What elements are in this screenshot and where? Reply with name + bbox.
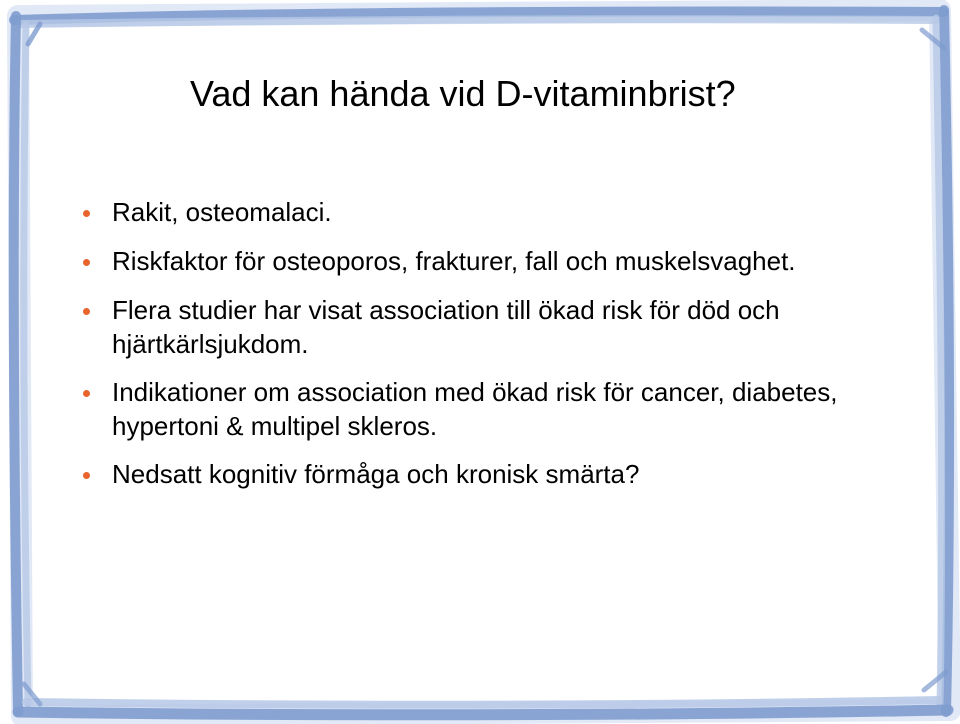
bullet-text: Nedsatt kognitiv förmåga och kronisk smärta?	[112, 459, 640, 489]
bullet-dot-icon	[83, 259, 90, 266]
bullet-dot-icon	[83, 472, 90, 479]
slide-title: Vad kan hända vid D-vitaminbrist?	[190, 73, 736, 114]
bullet-text: Riskfaktor för osteoporos, frakturer, fall och muskelsvaghet.	[112, 246, 796, 276]
bullet-dot-icon	[83, 308, 90, 315]
bullet-dot-icon	[83, 210, 90, 217]
bullet-text: Flera studier har visat association till ökad risk för död och hjärtkärlsjukdom.	[112, 295, 780, 359]
bullet-text: Indikationer om association med ökad risk för cancer, diabetes, hypertoni & multipel skleros.	[112, 377, 838, 441]
bullet-dot-icon	[83, 390, 90, 397]
bullet-text: Rakit, osteomalaci.	[112, 197, 332, 227]
